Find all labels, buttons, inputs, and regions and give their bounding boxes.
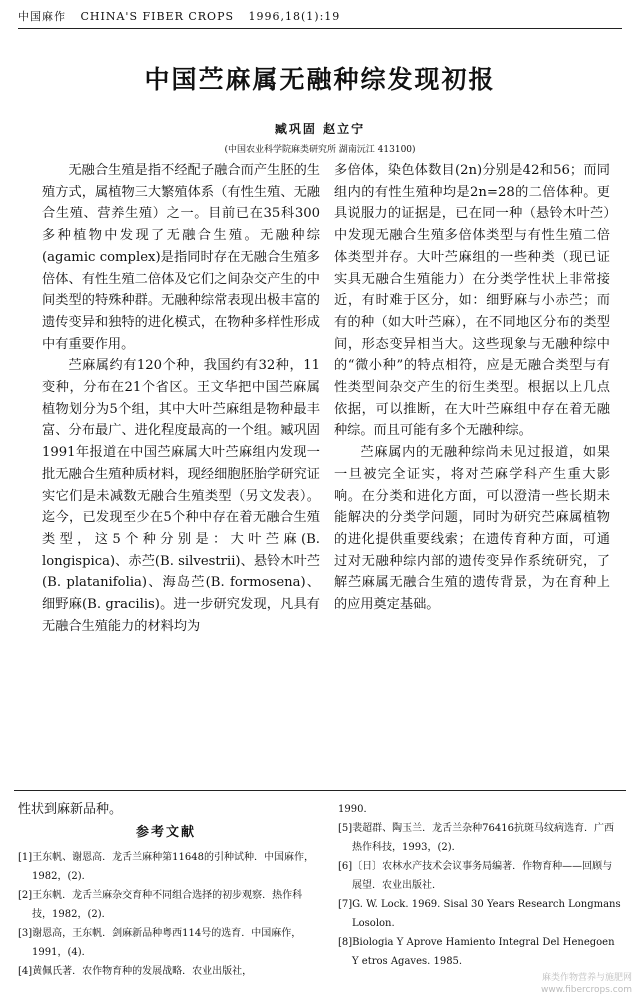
site-watermark <box>541 972 632 996</box>
reference-item: [1]王东帆、谢恩高．龙舌兰麻种第11648的引种试种．中国麻作，1982，(2)． <box>18 852 314 882</box>
section-divider <box>14 790 626 791</box>
references-column-left <box>18 800 314 981</box>
reference-item: [3]谢恩高，王东帆．剑麻新品种粤西114号的选育．中国麻作，1991，(4)． <box>18 928 302 958</box>
references-column-right <box>338 800 622 971</box>
reference-item: [4]黄佩氏著．农作物育种的发展战略．农业出版社， <box>18 966 253 977</box>
reference-item: 1990． <box>338 804 374 815</box>
reference-item: [8]Biologia Y Aprove Hamiento Integral Del Henegoen Y etros Agaves. 1985. <box>338 937 615 967</box>
article-authors: 臧巩固 赵立宁 <box>274 122 366 136</box>
reference-item: [6]〔日〕农林水产技术会议事务局编著．作物育种——回顾与展望．农业出版社． <box>338 861 613 891</box>
journal-name-cn: 中国麻作 <box>18 10 66 23</box>
author-affiliation: (中国农业科学院麻类研究所 湖南沅江 413100) <box>224 145 416 155</box>
journal-name-en: CHINA'S FIBER CROPS <box>80 10 235 23</box>
paragraph: 无融合生殖是指不经配子融合而产生胚的生殖方式，属植物三大繁殖体系（有性生殖、无融合生殖、营养生殖）之一。目前已在35科300多种植物中发现了无融合生殖。无融种综(agamic complex)是指同时存在无融合生殖多倍体、有性生殖二倍体及它们之间杂交产生的中间类型的特殊种群。无融种综常表现出极丰富的遗传变异和独特的进化模式，在物种多样性形成中有重要作用。 <box>42 163 320 352</box>
body-column-left <box>42 160 320 637</box>
journal-issue: 1996,18(1):19 <box>248 10 341 23</box>
body-column-right <box>334 160 610 616</box>
references-heading: 参考文献 <box>135 825 196 840</box>
paragraph: 多倍体，染色体数目(2n)分别是42和56；而同组内的有性生殖种均是2n=28的二倍体种。更具说服力的证据是，已在同一种（悬铃木叶苎）中发现无融合生殖多倍体类型与有性生殖二倍体类型并存。大叶苎麻组的一些种类（现已证实具无融合生殖能力）在分类学性状上非常接近，有时难于区分，如：细野麻与小赤苎；而有的种（如大叶苎麻），在不同地区分布的类型间，形态变异相当大。这些现象与无融种综中的“微小种”的特点相符，应是无融合类型与有性类型间杂交产生的衍生类型。根据以上几点依据，可以推断，在大叶苎麻组中存在着无融种综。而且可能有多个无融种综。 <box>334 163 610 439</box>
reference-item: [5]裴超群、陶玉兰．龙舌兰杂种76416抗斑马纹病选育．广西热作科技，1993，(2)． <box>338 823 614 853</box>
journal-header <box>18 8 622 29</box>
article-title: 中国苎麻属无融种综发现初报 <box>144 65 496 94</box>
reference-item: [2]王东帆．龙舌兰麻杂交育种不同组合选择的初步观察．热作科技，1982，(2)． <box>18 890 303 920</box>
watermark-cn: 麻类作物营养与施肥网 <box>541 973 632 983</box>
watermark-url: www.fibercrops.com <box>541 985 632 995</box>
previous-article-tail: 性状到麻新品种。 <box>18 802 123 817</box>
reference-item: [7]G. W. Lock. 1969. Sisal 30 Years Research Longmans Losolon. <box>338 899 621 929</box>
paragraph: 苎麻属内的无融种综尚未见过报道，如果一旦被完全证实，将对苎麻学科产生重大影响。在分类和进化方面，可以澄清一些长期未能解决的分类学问题，同时为研究苎麻属植物的进化提供重要线索；在遗传育种方面，可通过对无融种综内部的遗传变异作系统研究，了解苎麻属无融合生殖的遗传背景，为在育种上的应用奠定基础。 <box>334 445 610 613</box>
paragraph: 苎麻属约有120个种，我国约有32种，11变种，分布在21个省区。王文华把中国苎麻属植物划分为5个组，其中大叶苎麻组是物种最丰富、分布最广、进化程度最高的一个组。臧巩固1991年报道在中国苎麻属大叶苎麻组内发现一批无融合生殖种质材料，现经细胞胚胎学研究证实它们是未减数无融合生殖类型（另文发表）。迄今，已发现至少在5个种中存在着无融合生殖类型，这5个种分别是：大叶苎麻(B. longispica)、赤苎(B. silvestrii)、悬铃木叶苎(B. platanifolia)、海岛苎(B. formosena)、细野麻(B. gracilis)。进一步研究发现，凡具有无融合生殖能力的材料均为 <box>42 358 320 634</box>
